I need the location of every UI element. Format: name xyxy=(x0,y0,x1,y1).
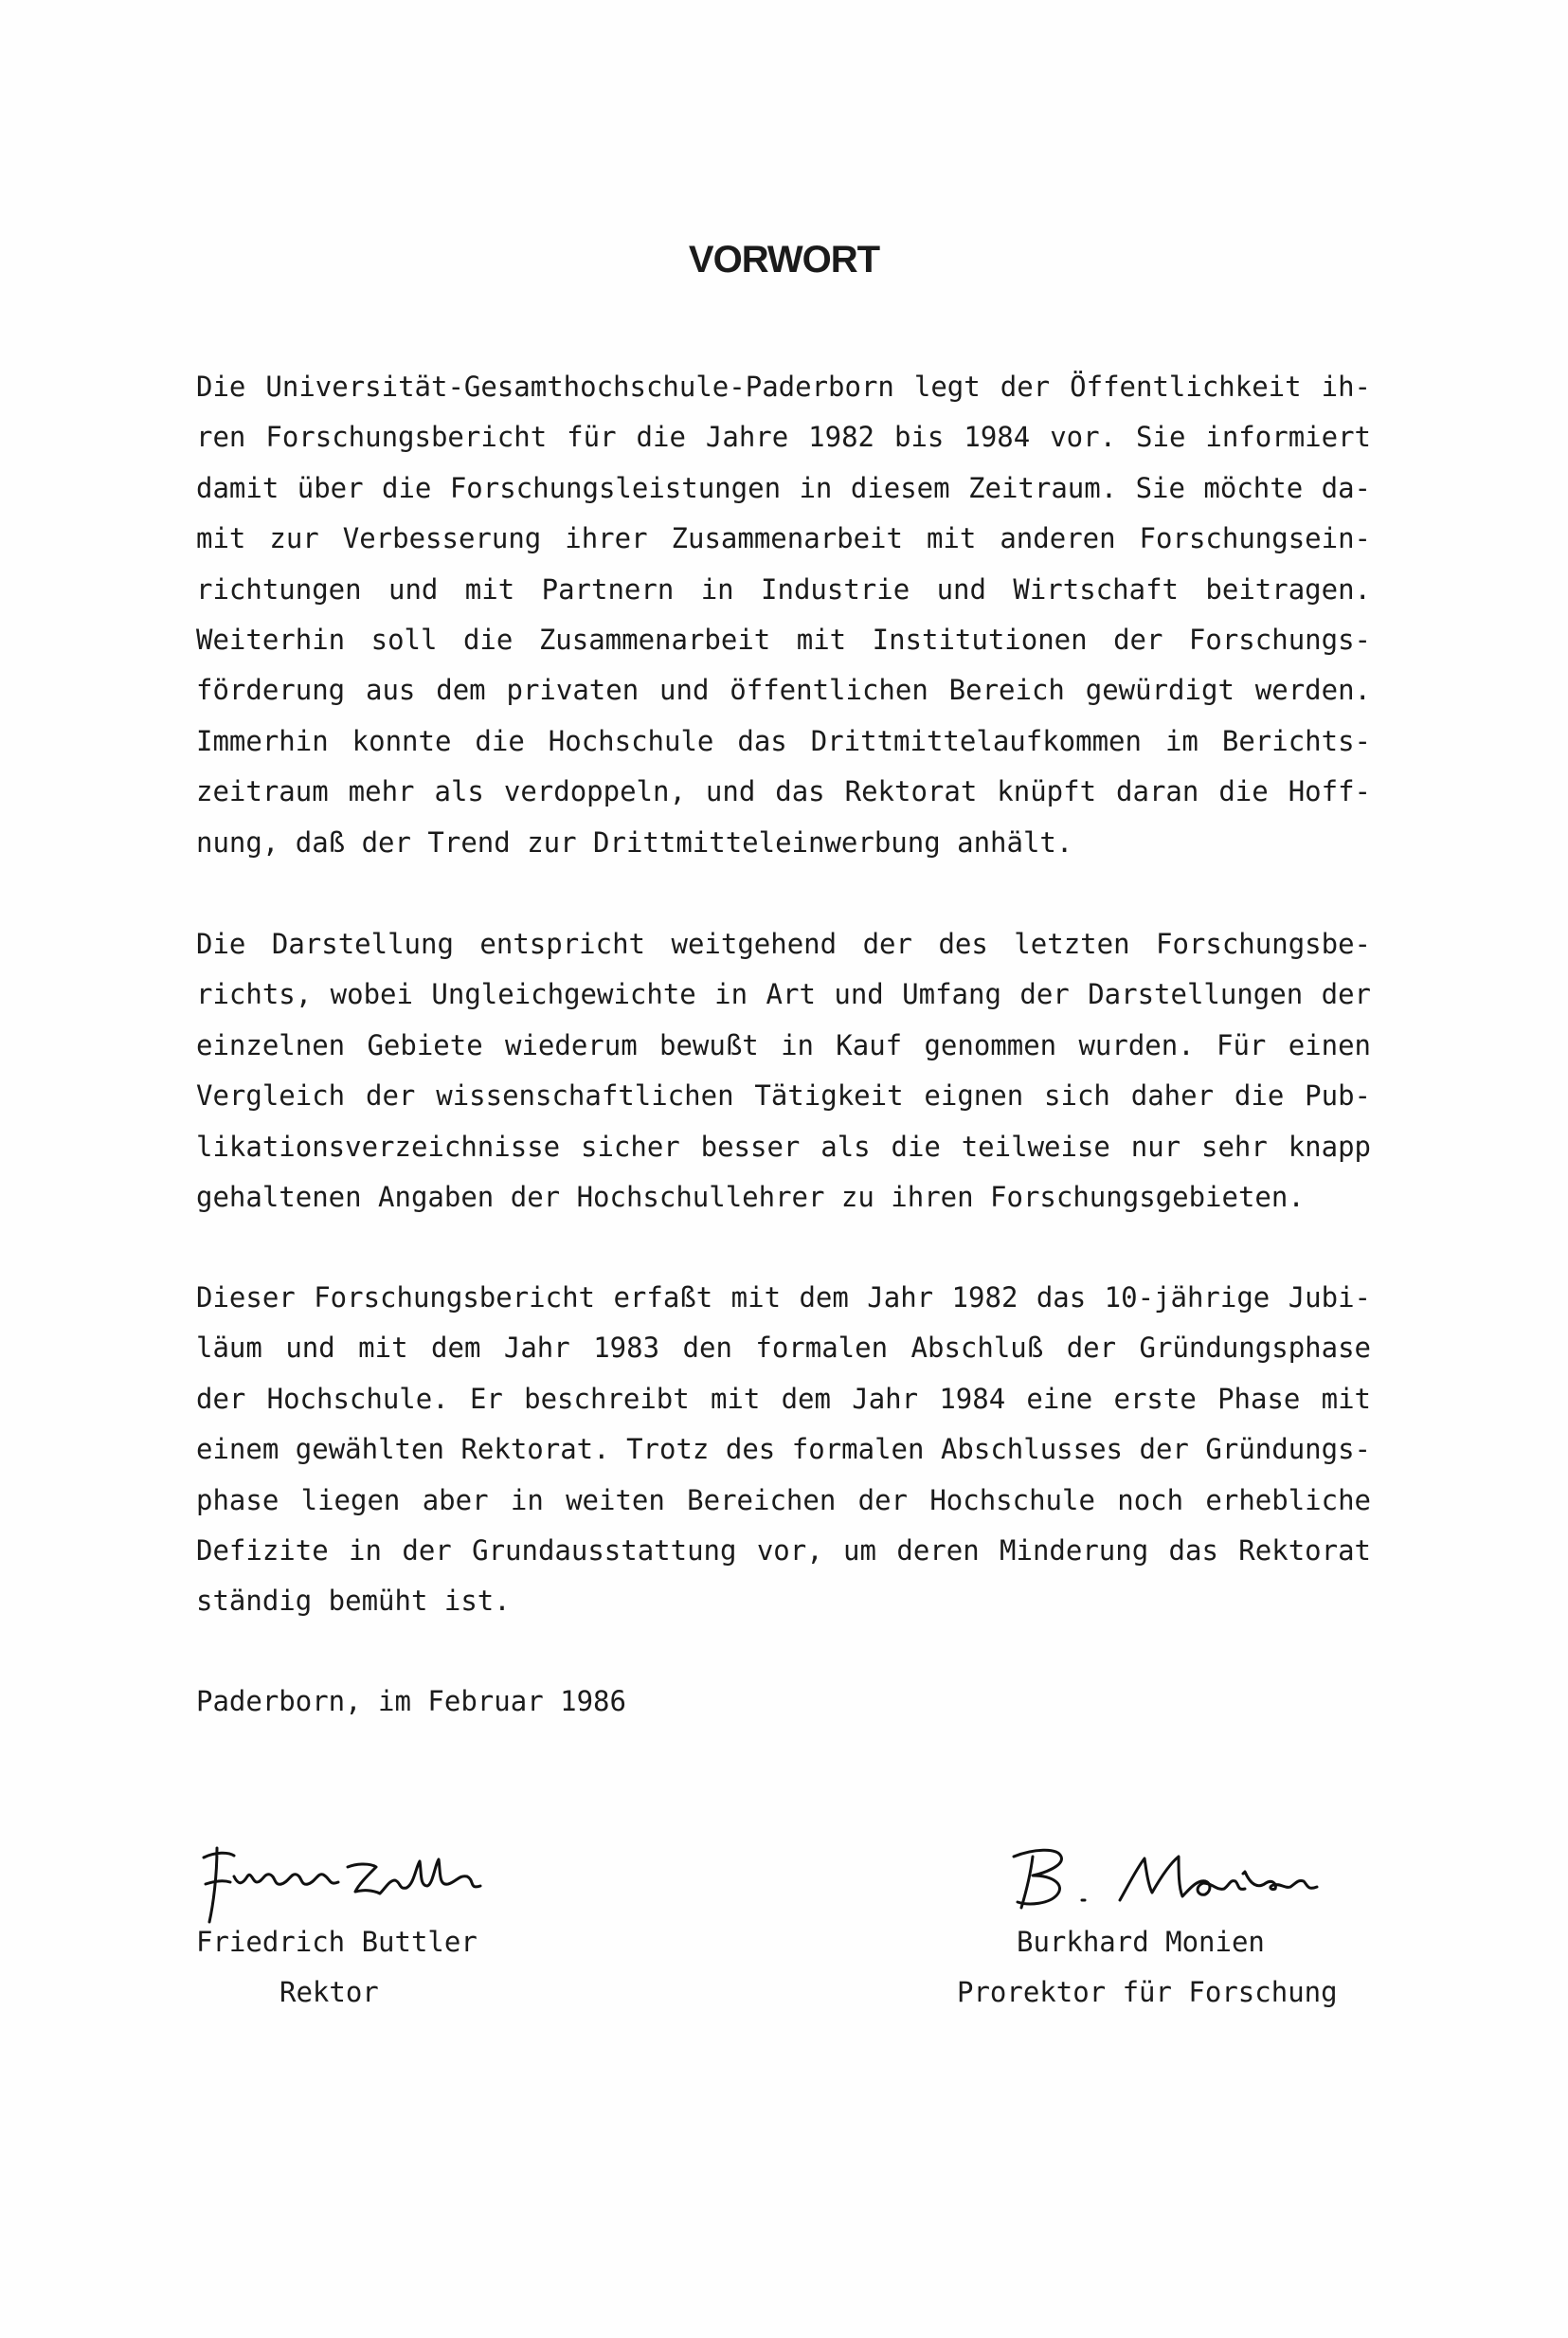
signatory-left-name: Friedrich Buttler xyxy=(196,1926,478,1958)
paragraph-1-line-1: Die Universität-Gesamthochschule-Paderborn legt der Öffentlichkeit ih- xyxy=(196,371,1371,403)
signatory-left-role: Rektor xyxy=(279,1976,379,2008)
paragraph-1-line-6: Weiterhin soll die Zusammenarbeit mit Institutionen der Forschungs- xyxy=(196,623,1371,656)
signature-buttler xyxy=(196,1839,556,1924)
paragraph-1-line-9: zeitraum mehr als verdoppeln, und das Rektorat knüpft daran die Hoff- xyxy=(196,775,1371,808)
paragraph-2-line-2: richts, wobei Ungleichgewichte in Art und Umfang der Darstellungen der xyxy=(196,978,1371,1011)
paragraph-3-line-6: Defizite in der Grundausstattung vor, um deren Minderung das Rektorat xyxy=(196,1533,1371,1567)
paragraph-2-line-4: Vergleich der wissenschaftlichen Tätigkeit eignen sich daher die Pub- xyxy=(196,1079,1371,1113)
paragraph-2-line-6: gehaltenen Angaben der Hochschullehrer zu ihren Forschungsgebieten. xyxy=(196,1180,1305,1213)
paragraph-3 xyxy=(196,1273,1371,1627)
paragraph-1-line-7: förderung aus dem privaten und öffentlichen Bereich gewürdigt werden. xyxy=(196,674,1371,707)
signature-monien xyxy=(995,1834,1355,1919)
paragraph-1-line-8: Immerhin konnte die Hochschule das Drittmittelaufkommen im Berichts- xyxy=(196,724,1371,757)
paragraph-2 xyxy=(196,919,1371,1223)
paragraph-3-line-4: einem gewählten Rektorat. Trotz des formalen Abschlusses der Gründungs- xyxy=(196,1433,1371,1466)
place-and-date: Paderborn, im Februar 1986 xyxy=(196,1685,626,1717)
paragraph-2-line-3: einzelnen Gebiete wiederum bewußt in Kauf genommen wurden. Für einen xyxy=(196,1028,1371,1061)
signatory-right-name: Burkhard Monien xyxy=(1017,1926,1265,1958)
paragraph-3-line-5: phase liegen aber in weiten Bereichen der Hochschule noch erhebliche xyxy=(196,1483,1371,1516)
paragraph-1-line-3: damit über die Forschungsleistungen in diesem Zeitraum. Sie möchte da- xyxy=(196,471,1371,504)
paragraph-1-line-5: richtungen und mit Partnern in Industrie und Wirtschaft beitragen. xyxy=(196,572,1371,606)
paragraph-1 xyxy=(196,362,1371,868)
page-title: VORWORT xyxy=(688,239,880,281)
paragraph-3-line-2: läum und mit dem Jahr 1983 den formalen Abschluß der Gründungsphase xyxy=(196,1332,1371,1365)
signatory-right-role: Prorektor für Forschung xyxy=(957,1976,1338,2008)
signatory-right xyxy=(957,1834,1393,2033)
signatory-left xyxy=(196,1839,670,2028)
paragraph-3-line-1: Dieser Forschungsbericht erfaßt mit dem Jahr 1982 das 10-jährige Jubi- xyxy=(196,1281,1371,1314)
paragraph-2-line-5: likationsverzeichnisse sicher besser als die teilweise nur sehr knapp xyxy=(196,1130,1371,1163)
paragraph-3-line-7: ständig bemüht ist. xyxy=(196,1585,511,1618)
paragraph-1-line-10: nung, daß der Trend zur Drittmitteleinwerbung anhält. xyxy=(196,825,1073,859)
paragraph-3-line-3: der Hochschule. Er beschreibt mit dem Jahr 1984 eine erste Phase mit xyxy=(196,1382,1371,1415)
paragraph-1-line-2: ren Forschungsbericht für die Jahre 1982 bis 1984 vor. Sie informiert xyxy=(196,421,1371,454)
paragraph-1-line-4: mit zur Verbesserung ihrer Zusammenarbeit mit anderen Forschungsein- xyxy=(196,522,1371,555)
paragraph-2-line-1: Die Darstellung entspricht weitgehend der des letzten Forschungsbe- xyxy=(196,928,1371,960)
